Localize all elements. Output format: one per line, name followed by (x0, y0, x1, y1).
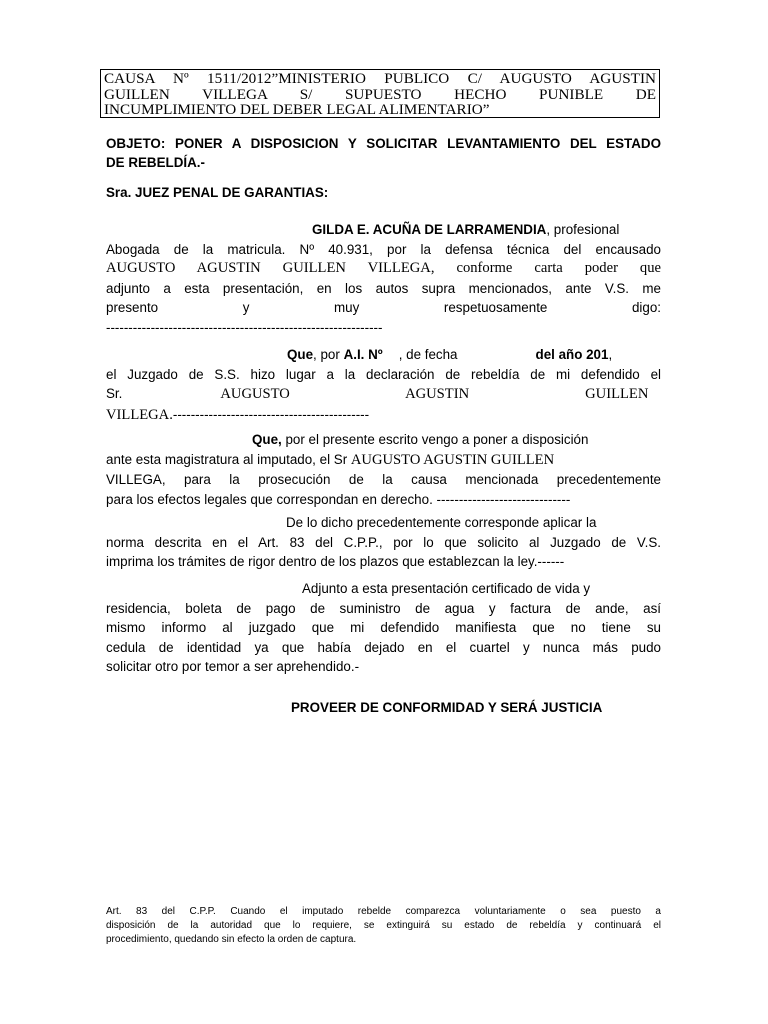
intro-paragraph (106, 220, 661, 337)
intro-line-3: AUGUSTO AGUSTIN GUILLEN VILLEGA, conforme carta poder que (106, 260, 661, 276)
resolution-line-3 (106, 384, 661, 405)
attachments-line-1: Adjunto a esta presentación certificado de vida y (302, 581, 591, 596)
intro-dashes: -------------------------------------------------------------- (106, 319, 383, 335)
footnote-line-1: Art. 83 del C.P.P. Cuando el imputado rebelde comparezca voluntariamente o sea puesto a (106, 906, 661, 917)
intro-after-name: , profesional (546, 222, 620, 237)
resolution-text-2: , de fecha (398, 347, 458, 362)
resolution-text-3: , (608, 347, 613, 362)
defendant-name: AUGUSTO AGUSTIN GUILLEN (220, 386, 649, 402)
attachments-line-3: mismo informo al juzgado que mi defendido manifiesta que no tiene su (106, 620, 661, 635)
resolution-dashes: -------------------------------------------- (172, 406, 370, 422)
intro-line-2: Abogada de la matricula. Nº 40.931, por la defensa técnica del encausado (106, 241, 661, 257)
disposition-line-4: para los efectos legales que correspondan en derecho. ------------------------------ (106, 491, 571, 507)
objeto-line-2: DE REBELDÍA.- (106, 155, 205, 170)
caption-line-1: CAUSA Nº 1511/2012”MINISTERIO PUBLICO C/ AUGUSTO AGUSTIN (104, 70, 656, 87)
intro-line-1 (106, 220, 661, 240)
footnote-line-3: procedimiento, quedando sin efecto la orden de captura. (106, 934, 357, 945)
attachments-line-4: cedula de identidad ya que había dejado en el cuartel y nunca más pudo (106, 639, 661, 655)
caption-line-2: GUILLEN VILLEGA S/ SUPUESTO HECHO PUNIBLE DE (104, 85, 656, 103)
disposition-line-3: VILLEGA, para la prosecución de la causa mencionada precedentemente (106, 472, 661, 487)
resolution-text-1: , por (313, 347, 344, 362)
resolution-line-1 (106, 345, 661, 365)
disposition-line-1 (106, 430, 661, 450)
disposition-text-1: por el presente escrito vengo a poner a disposición (281, 432, 589, 447)
sr-label: Sr. (106, 386, 123, 401)
resolution-line-2: el Juzgado de S.S. hizo lugar a la declaración de rebeldía de mi defendido el (106, 366, 661, 382)
article-paragraph (106, 513, 661, 572)
disposition-text-2a: ante esta magistratura al imputado, el Sr (106, 451, 351, 467)
objeto-line-1: OBJETO: PONER A DISPOSICION Y SOLICITAR LEVANTAMIENTO DEL ESTADO (106, 136, 661, 151)
attorney-name: GILDA E. ACUÑA DE LARRAMENDIA (312, 222, 547, 237)
villega-label: VILLEGA. (106, 406, 173, 423)
article-line-1: De lo dicho precedentemente corresponde aplicar la (286, 515, 597, 530)
addressee: Sra. JUEZ PENAL DE GARANTIAS: (106, 185, 329, 200)
attachments-paragraph (106, 579, 661, 677)
article-line-2: norma descrita en el Art. 83 del C.P.P., por lo que solicito al Juzgado de V.S. (106, 534, 661, 550)
footnote-art-83 (106, 905, 661, 947)
disposition-paragraph (106, 430, 661, 509)
intro-line-4: adjunto a esta presentación, en los autos supra mencionados, ante V.S. me (106, 280, 661, 296)
disposition-line-2 (106, 450, 661, 471)
que-label-2: Que, (252, 432, 282, 447)
case-caption-box (100, 69, 660, 118)
attachments-line-5: solicitar otro por temor a ser aprehendido.- (106, 659, 360, 674)
attachments-line-2: residencia, boleta de pago de suministro de agua y factura de ande, así (106, 600, 661, 616)
resolution-line-4 (106, 405, 661, 426)
defendant-name-2: AUGUSTO AGUSTIN GUILLEN (350, 451, 555, 468)
del-anio-label: del año 201 (535, 347, 609, 362)
footnote-line-2: disposición de la autoridad que lo requiere, se extinguirá su estado de rebeldía y continuará el (106, 920, 661, 931)
intro-line-5: presento y muy respetuosamente digo: (106, 300, 661, 315)
objeto-heading (106, 134, 661, 172)
resolution-paragraph (106, 345, 661, 425)
ai-label: A.I. Nº (343, 347, 383, 362)
caption-line-3: INCUMPLIMIENTO DEL DEBER LEGAL ALIMENTARIO” (104, 101, 490, 118)
que-label: Que (287, 347, 314, 362)
article-line-3: imprima los trámites de rigor dentro de los plazos que establezcan la ley.------ (106, 554, 565, 569)
closing-request: PROVEER DE CONFORMIDAD Y SERÁ JUSTICIA (291, 700, 603, 715)
